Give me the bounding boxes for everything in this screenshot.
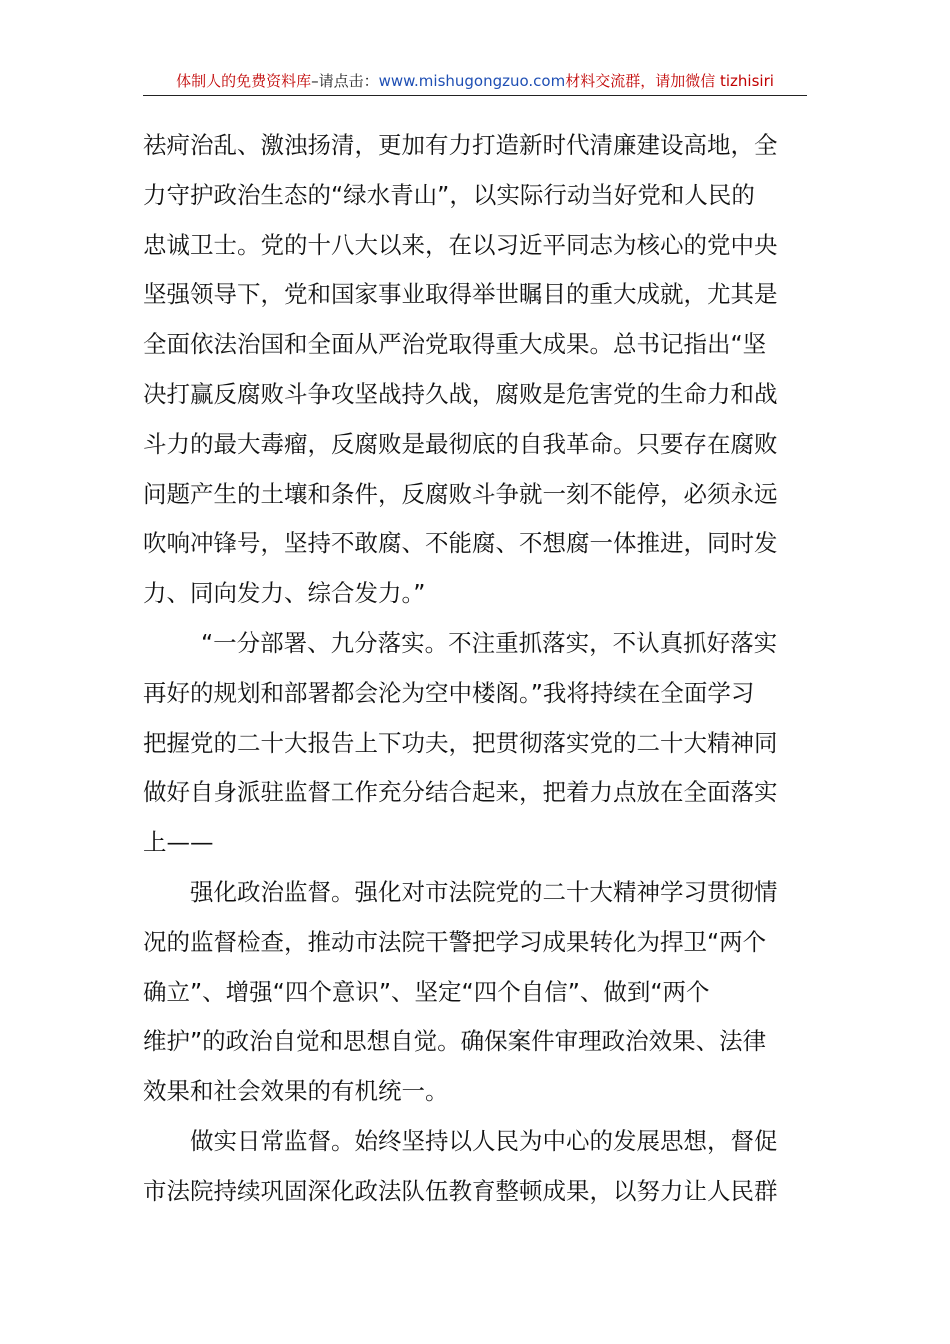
text-line: 祛疴治乱、激浊扬清，更加有力打造新时代清廉建设高地，全	[143, 131, 778, 159]
document-body	[143, 121, 808, 1217]
header-url-link[interactable]: www.mishugongzuo.com	[378, 72, 566, 90]
text-line: 再好的规划和部署都会沦为空中楼阁。”我将持续在全面学习	[143, 678, 755, 707]
text-line: 力、同向发力、综合发力。”	[143, 579, 426, 608]
paragraph	[143, 1117, 808, 1217]
text-line: 况的监督检查，推动市法院干警把学习成果转化为捍卫“两个	[143, 927, 767, 956]
text-line: 吹响冲锋号，坚持不敢腐、不能腐、不想腐一体推进，同时发	[143, 529, 778, 558]
header-prompt: –请点击：	[311, 72, 379, 90]
text-line: 坚强领导下，党和国家事业取得举世瞩目的重大成就，尤其是	[143, 280, 778, 309]
header-site-name: 体制人的免费资料库	[176, 72, 312, 90]
text-line: 全面依法治国和全面从严治党取得重大成果。总书记指出“坚	[143, 330, 767, 359]
text-line: 决打赢反腐败斗争攻坚战持久战，腐败是危害党的生命力和战	[143, 379, 778, 408]
text-line: 力守护政治生态的“绿水青山”，以实际行动当好党和人民的	[143, 180, 755, 209]
text-line: 上——	[143, 828, 214, 857]
text-line: 斗力的最大毒瘤，反腐败是最彻底的自我革命。只要存在腐败	[143, 429, 778, 458]
text-line: 把握党的二十大报告上下功夫，把贯彻落实党的二十大精神同	[143, 728, 778, 757]
text-line: 做好自身派驻监督工作充分结合起来，把着力点放在全面落实	[143, 778, 778, 807]
text-line: 市法院持续巩固深化政法队伍教育整顿成果，以努力让人民群	[143, 1176, 778, 1205]
paragraph	[143, 868, 808, 1117]
paragraph	[143, 619, 808, 868]
text-line: 确立”、增强“四个意识”、坚定“四个自信”、做到“两个	[143, 977, 710, 1006]
text-line: “一分部署、九分落实。不注重抓落实，不认真抓好落实	[201, 628, 778, 657]
text-line: 问题产生的土壤和条件，反腐败斗争就一刻不能停，必须永远	[143, 479, 778, 508]
paragraph	[143, 121, 808, 619]
header-group-note: 材料交流群，请加微信 tizhisiri	[565, 72, 774, 90]
page-header	[143, 66, 807, 96]
text-line: 维护”的政治自觉和思想自觉。确保案件审理政治效果、法律	[143, 1027, 767, 1056]
text-line: 做实日常监督。始终坚持以人民为中心的发展思想，督促	[190, 1126, 778, 1155]
text-line: 忠诚卫士。党的十八大以来，在以习近平同志为核心的党中央	[143, 230, 778, 259]
text-line: 强化政治监督。强化对市法院党的二十大精神学习贯彻情	[190, 877, 778, 906]
text-line: 效果和社会效果的有机统一。	[143, 1077, 449, 1106]
